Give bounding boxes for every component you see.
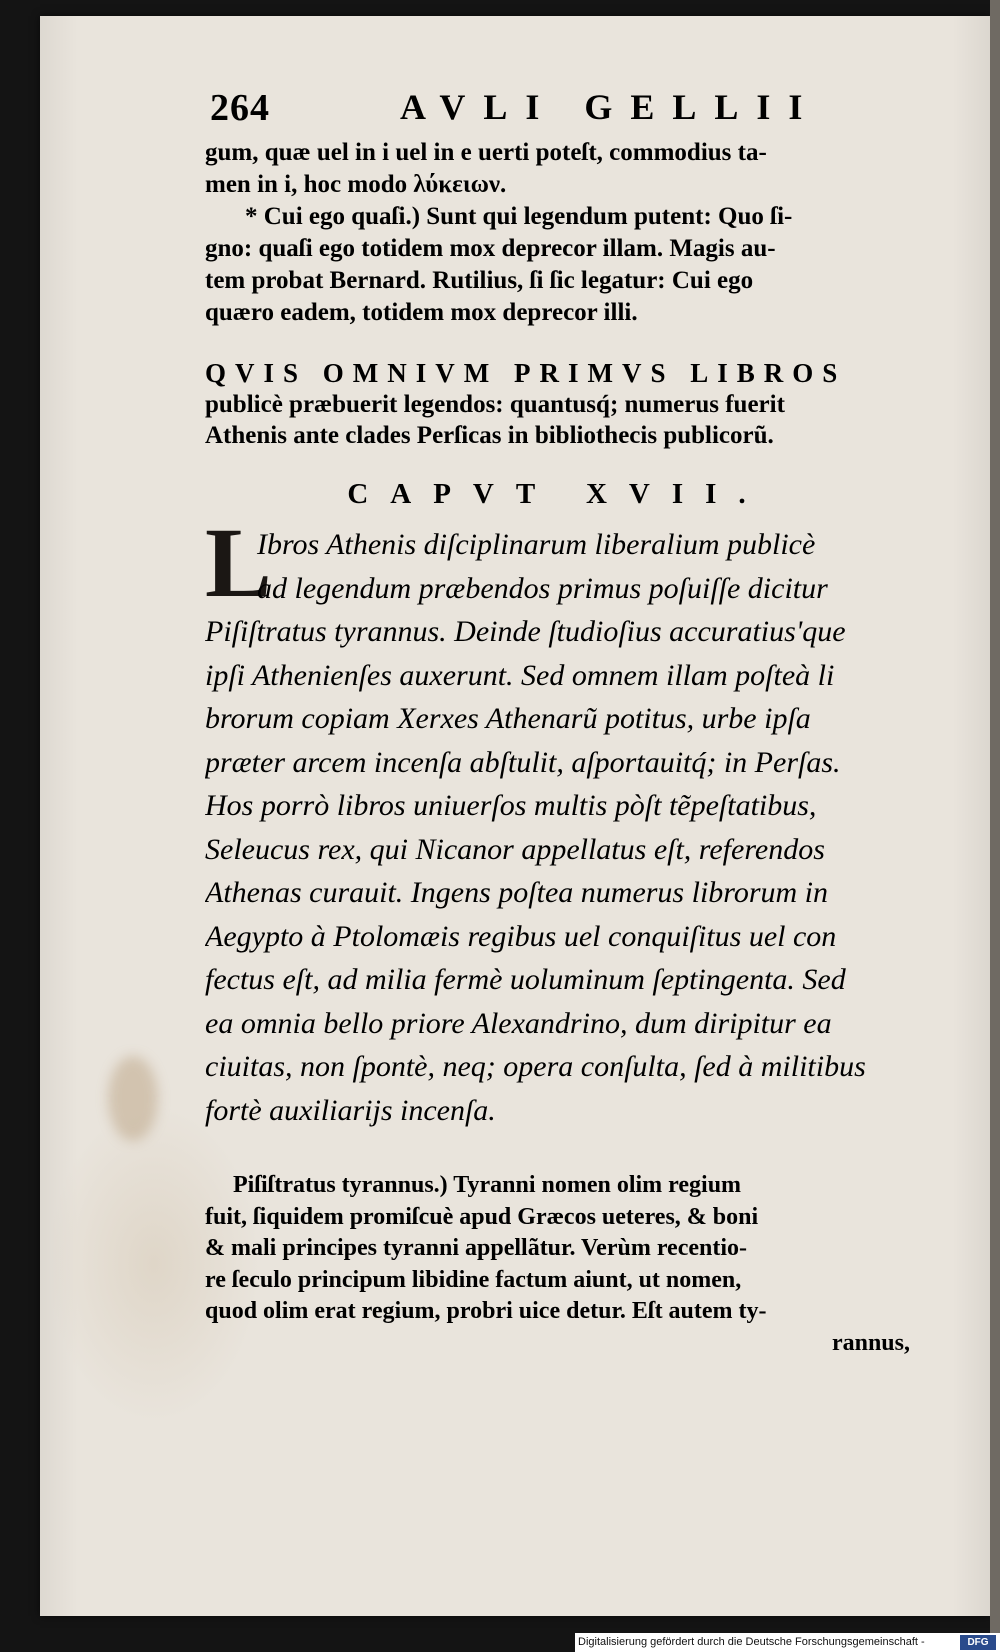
note-line: gno: quaſi ego totidem mox deprecor illam. Magis au- xyxy=(205,235,776,262)
main-text-line: Athenas curauit. Ingens poſtea numerus librorum in xyxy=(205,876,829,909)
main-text-line: brorum copiam Xerxes Athenarũ potitus, urbe ipſa xyxy=(205,702,811,735)
page-header xyxy=(210,86,960,136)
previous-note xyxy=(205,137,910,329)
chapter-title-line: QVIS OMNIVM PRIMVS LIBROS xyxy=(205,358,847,388)
chapter-title-line: Athenis ante clades Perſicas in bibliothecis publicorũ. xyxy=(205,422,774,449)
note-line: men in i, hoc modo λύκειων. xyxy=(205,171,507,198)
commentary-line: & mali principes tyranni appellãtur. Verùm recentio- xyxy=(205,1235,747,1261)
catchword: rannus, xyxy=(831,1329,910,1356)
note-line: gum, quæ uel in i uel in e uerti poteſt, commodius ta- xyxy=(205,139,767,166)
main-text-line: ad legendum præbendos primus poſuiſſe dicitur xyxy=(257,571,828,605)
chapter-heading: CAPVT XVII. xyxy=(347,478,768,510)
note-line: tem probat Bernard. Rutilius, ſi ſic legatur: Cui ego xyxy=(205,267,754,294)
commentary-line: fuit, ſiquidem promiſcuè apud Græcos ueteres, & boni xyxy=(205,1203,759,1230)
main-text-line: ea omnia bello priore Alexandrino, dum diripitur ea xyxy=(205,1006,832,1040)
dfg-logo: DFG xyxy=(960,1635,996,1650)
note-line: * Cui ego quaſi.) Sunt qui legendum putent: Quo ſi- xyxy=(245,203,793,230)
main-text-line: Aegypto à Ptolomæis regibus uel conquiſitus uel con xyxy=(205,919,837,953)
main-text-line: ciuitas, non ſpontè, neq; opera conſulta, ſed à militibus xyxy=(205,1050,866,1083)
commentary-line: re ſeculo principum libidine factum aiunt, ut nomen, xyxy=(205,1266,742,1293)
main-text-line: Seleucus rex, qui Nicanor appellatus eſt, referendos xyxy=(205,832,825,866)
main-text xyxy=(205,523,910,1132)
commentary-line: Piſiſtratus tyrannus.) Tyranni nomen olim regium xyxy=(233,1172,742,1198)
commentary-line: quod olim erat regium, probri uice detur. Eſt autem ty- xyxy=(205,1298,767,1324)
main-text-line: fortè auxiliarijs incenſa. xyxy=(205,1093,496,1127)
funding-credit: Digitalisierung gefördert durch die Deutsche Forschungsgemeinschaft - xyxy=(578,1636,925,1648)
chapter-title-line: publicè præbuerit legendos: quantusq́; numerus fuerit xyxy=(205,391,785,418)
main-text-line: Ibros Athenis diſciplinarum liberalium publicè xyxy=(257,528,816,561)
running-head: AVLI GELLII xyxy=(400,87,821,127)
main-text-line: Piſiſtratus tyrannus. Deinde ſtudioſius accuratius'que xyxy=(205,615,846,648)
main-text-line: fectus eſt, ad milia fermè uoluminum ſeptingenta. Sed xyxy=(205,963,846,996)
drop-cap: L xyxy=(205,507,272,618)
scan-edge xyxy=(990,0,1000,1652)
main-text-line: ipſi Athenienſes auxerunt. Sed omnem illam poſteà li xyxy=(205,658,835,692)
commentary xyxy=(205,1170,910,1359)
page-number: 264 xyxy=(210,87,270,129)
paper-stain xyxy=(108,1056,158,1141)
chapter-title xyxy=(205,358,910,451)
main-text-line: præter arcem incenſa abſtulit, aſportauitq́; in Perſas. xyxy=(205,745,841,779)
note-line: quæro eadem, totidem mox deprecor illi. xyxy=(205,299,638,326)
main-text-line: Hos porrò libros uniuerſos multis pòſt tẽpeſtatibus, xyxy=(205,789,817,822)
